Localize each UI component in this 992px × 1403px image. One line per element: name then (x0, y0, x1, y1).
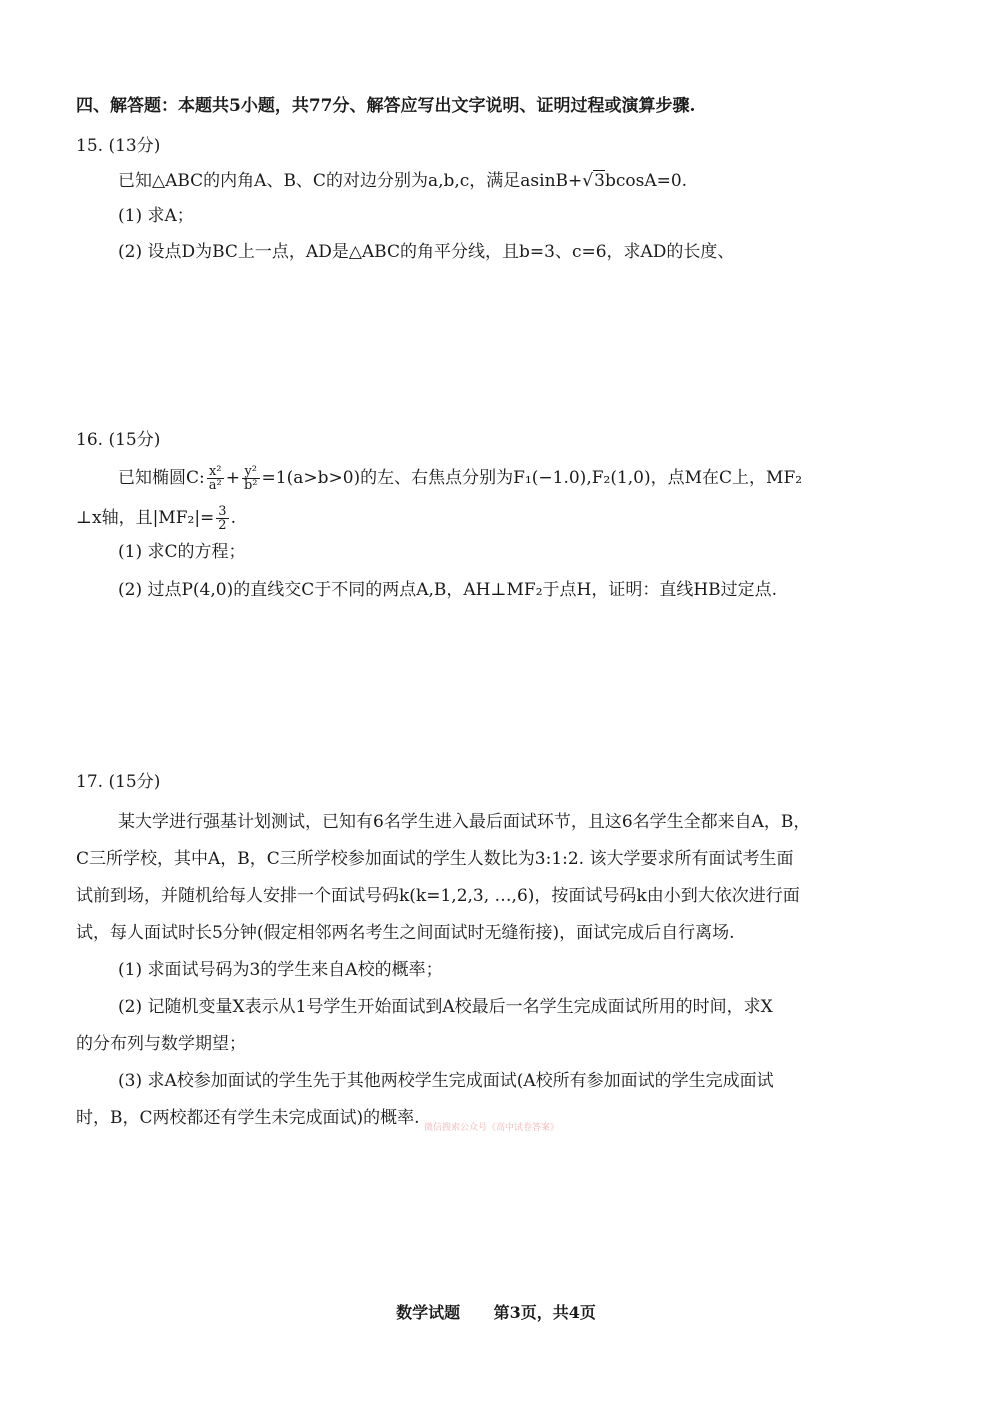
question-16-header: 16. (15分) (76, 430, 161, 450)
question-17-header: 17. (15分) (76, 772, 161, 792)
fraction-x2-a2: $\frac{\text{x²}}{\text{a²}}$ (208, 464, 222, 493)
footer-page-number: 第3页，共4页 (493, 1303, 596, 1322)
question-17-part-2-cont: 的分布列与数学期望； (76, 1034, 246, 1054)
question-15-part-2: (2) 设点D为BC上一点，AD是△ABC的角平分线，且b=3、c=6，求AD的长度、 (118, 242, 735, 262)
question-17-part-1: (1) 求面试号码为3的学生来自A校的概率； (118, 960, 443, 980)
question-16-part-1: (1) 求C的方程； (118, 542, 246, 562)
question-17-line-3: 试前到场，并随机给每人安排一个面试号码k(k=1,2,3, …,6)，按面试号码k由小到大依次进行面 (76, 886, 800, 906)
page-footer (0, 1300, 992, 1323)
question-17-line-1: 某大学进行强基计划测试，已知有6名学生进入最后面试环节，且这6名学生全都来自A，B， (118, 812, 811, 832)
question-16-stem: 已知椭圆C: $\frac{\text{x²}}{\text{a²}}$ + $\frac{\text{y²}}{\text{b²}}$ =1(a>b>0)的左、右焦点分别为F₁(−1.0),F₂(1,0)，点M在C上，MF₂ (118, 464, 803, 493)
watermark: 微信搜索公众号《高中试卷答案》 (424, 1123, 560, 1133)
fraction-3-2: $\frac{3}{2}$ (218, 504, 227, 533)
question-16-stem-cont: ⊥x轴，且|MF₂|= $\frac{3}{2}$ . (76, 504, 236, 533)
question-15-part-1: (1) 求A； (118, 206, 194, 226)
fraction-y2-b2: $\frac{\text{y²}}{\text{b²}}$ (243, 464, 258, 493)
question-17-part-3-cont: 时，B，C两校都还有学生未完成面试)的概率. (76, 1108, 420, 1128)
question-17-part-3: (3) 求A校参加面试的学生先于其他两校学生完成面试(A校所有参加面试的学生完成面试 (118, 1071, 774, 1091)
question-16-part-2: (2) 过点P(4,0)的直线交C于不同的两点A,B，AH⊥MF₂于点H，证明：直线HB过定点. (118, 580, 778, 600)
footer-subject: 数学试题 (396, 1303, 461, 1322)
question-15-stem: 已知△ABC的内角A、B、C的对边分别为a,b,c，满足asinB+√3bcosA=0. (118, 171, 688, 191)
question-17-line-2: C三所学校，其中A，B，C三所学校参加面试的学生人数比为3:1:2. 该大学要求所有面试考生面 (76, 849, 794, 869)
question-17-line-4: 试，每人面试时长5分钟(假定相邻两名考生之间面试时无缝衔接)，面试完成后自行离场. (76, 923, 735, 943)
question-15-header: 15. (13分) (76, 136, 161, 156)
question-17-part-2: (2) 记随机变量X表示从1号学生开始面试到A校最后一名学生完成面试所用的时间，求X (118, 997, 773, 1017)
section-title: 四、解答题：本题共5小题，共77分、解答应写出文字说明、证明过程或演算步骤. (76, 96, 696, 116)
